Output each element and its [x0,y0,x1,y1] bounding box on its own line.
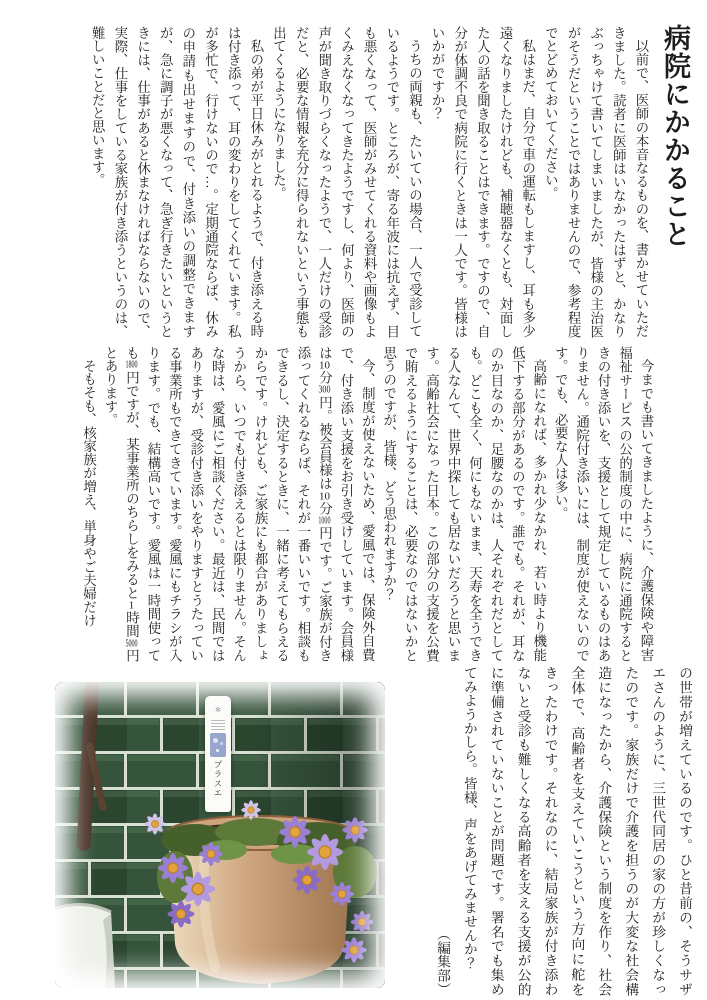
paragraph: 今、制度が使えないため、愛風では、保険外自費で、付き添い支援をお引き受けしています。会員様は10分300円。被会員様は10分1000円です。ご家族が付き添ってくれるならば、それが一番いいです。相談もできるし、決定するときに、一緒に考えてもらえるからです。けれども、ご家族にも都合がありましょうから、いつでも付き添えるとは限りません。そんな時は、愛風にご相談ください。最近は、民間ではありますが、受診付き添いをやりますとうたっている事業所もできてきています。愛風にもチラシが入ります。でも、結構高いです。愛風は一時間使っても1800円ですが、某事業所のちらしをみると1時間5000円とあります。 [103,346,376,662]
article-section-bottom [397,666,697,996]
paragraph: 今までも書いてきましたように、介護保険や障害福祉サービスの公的制度の中に、病院に通院するときの付き添いを、支援として規定しているものはありません。通院付き添いには、制度が使えないのです。でも、必要な人は多い。 [553,346,654,662]
tag-label: プラスエ [213,760,223,798]
paragraph: 私の弟が平日休みがとれるようで、付き添える時は付き添って、耳の変わりをしてくれています。私が多忙で、行けないので…。定期通院ならば、休みの申請も出せますので、付き添いの調整できますが、急に調子が悪くなって、急ぎ行きたいというときには、仕事があると休まなければならないので、実際、仕事をしている家族が付き添うというのは、難しいことだと思います。 [90,26,264,338]
article-section-top [38,26,652,338]
paragraph: そもそも、核家族が増え、単身やご夫婦だけ [81,359,97,628]
plant-tag [205,696,231,812]
paragraph: 私はまだ、自分で車の運転もしますし、耳も多少遠くなりましたけれども、補聴器なくとも、対面した人の話を聞き取ることはできます。ですので、自分が体調不良で病院に行くときは一人です。皆様はいかがですか？ [430,26,536,338]
paragraph: うちの両親も、たいていの場合、一人で受診しているようです。ところが、寄る年波には抗えず、目も悪くなって、医師がみせてくれる資料や画像もよくみえなくなってきたようですし、何より、医師の声が聞き取りづらくなったようで、一人だけの受診だと、必要な情報を充分に得られないという事態も出てくるようになりました。 [271,26,423,338]
flower-photo [55,682,385,988]
editor-signature: （編集部） [434,927,450,996]
paragraph: 高齢になれば、多かれ少なかれ、若い時より機能低下する部分があるのです。誰でも。それが、耳なのか目なのか、足腰なのかは、人それぞれだとしても。どこも全く、何にもないまま、天寿を全うできる人なんて、世界中探しても居ないだろうと思います。高齢社会になった日本。この部分の支援を公費で賄えるようにすることは、必要なのではないかと思うのですが、皆様、どう思われますか？ [381,346,547,662]
article-title: 病院にかかること [660,24,690,248]
tag-flower-thumbnail-icon [210,733,226,757]
article-section-middle [29,346,657,662]
paragraph: の世帯が増えているのです。ひと昔前の、そうサザエさんのように、三世代同居の家の方が珍しくなったのです。家族だけで介護を担うのが大変な社会構造になったから、介護保険という制度を作り、社会全体で、高齢者を支えていこうという方向に舵をきったわけです。それなのに、結局家族が付き添わないと受診も難しくなる高齢者を支える支援が公的に準備されていないことが問題です。署名でも集めてみようかしら。皆様、声をあげてみませんか？ [461,666,692,996]
star-icon [215,699,221,717]
tag-fine-print [211,720,225,730]
paragraph: 以前で、医師の本音なるものを、書かせていただきました。読者に医師はいなかったはずと、かなりぶっちゃけて書いてしまいましたが、皆様の主治医がそうだということではありませんので、参考程度でとどめておいてください。 [543,26,649,338]
white-pot [55,904,115,988]
